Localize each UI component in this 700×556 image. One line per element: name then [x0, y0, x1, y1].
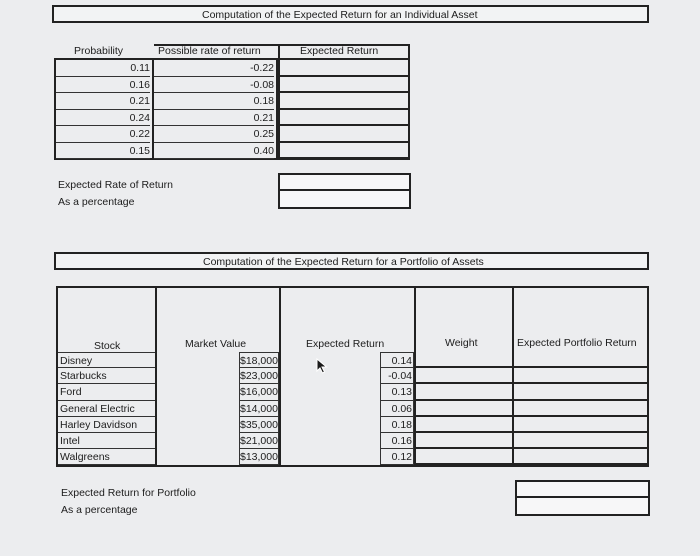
probability-cell: 0.15: [56, 143, 150, 160]
portfolio-return-cell[interactable]: [514, 433, 647, 449]
mouse-pointer-icon: [316, 358, 330, 374]
header-rule: [154, 44, 278, 58]
portfolio-return-cell[interactable]: [514, 352, 647, 368]
individual-title-bar: [52, 5, 649, 23]
stock-name-cell: Disney: [58, 352, 155, 368]
col-sep-1: [155, 288, 157, 465]
rate-header: Possible rate of return: [158, 45, 261, 57]
individual-title: Computation of the Expected Return for an Individual Asset: [202, 9, 478, 21]
expected-return-value-cell: 0.06: [380, 401, 414, 417]
stock-name-cell: Starbucks: [58, 368, 155, 384]
expected-rate-label: Expected Rate of Return: [58, 179, 173, 191]
stock-name-cell: General Electric: [58, 401, 155, 417]
col-sep-2: [279, 288, 281, 465]
expected-rate-input[interactable]: [278, 173, 411, 209]
stock-name-cell: Walgreens: [58, 449, 155, 465]
portfolio-return-header: Expected Portfolio Return: [517, 337, 637, 349]
portfolio-return-cell[interactable]: [514, 384, 647, 400]
portfolio-return-cell[interactable]: [514, 368, 647, 384]
probability-cell: 0.22: [56, 126, 150, 143]
expected-return-header-p: Expected Return: [306, 338, 385, 350]
portfolio-return-label: Expected Return for Portfolio: [61, 487, 196, 499]
probability-cell: 0.16: [56, 77, 150, 94]
weight-cell[interactable]: [416, 368, 512, 384]
rate-cell: 0.40: [154, 143, 274, 160]
expected-return-value-cell: 0.18: [380, 417, 414, 433]
market-value-cell: $18,000: [239, 352, 279, 368]
expected-return-value-cell: 0.16: [380, 433, 414, 449]
expected-return-header: Expected Return: [300, 45, 379, 57]
market-value-cell: $13,000: [239, 449, 279, 465]
rate-cell: -0.22: [154, 60, 274, 77]
market-value-header: Market Value: [185, 338, 247, 350]
rate-cell: 0.18: [154, 93, 274, 110]
stock-header: Stock: [94, 340, 121, 352]
probability-cell: 0.24: [56, 110, 150, 127]
probability-cell: 0.21: [56, 93, 150, 110]
market-value-cell: $23,000: [239, 368, 279, 384]
weight-header: Weight: [445, 337, 478, 349]
stock-name-cell: Ford: [58, 384, 155, 400]
weight-cell[interactable]: [416, 352, 512, 368]
stock-name-cell: Intel: [58, 433, 155, 449]
rate-cell: -0.08: [154, 77, 274, 94]
weight-cell[interactable]: [416, 449, 512, 465]
portfolio-return-input[interactable]: [515, 480, 650, 516]
expected-return-cell[interactable]: [280, 93, 408, 110]
probability-cell: 0.11: [56, 60, 150, 77]
rate-cell: 0.25: [154, 126, 274, 143]
individual-table: [54, 44, 410, 160]
weight-cell[interactable]: [416, 384, 512, 400]
percentage-label-2: As a percentage: [61, 504, 138, 516]
market-value-cell: $35,000: [239, 417, 279, 433]
expected-return-value-cell: 0.13: [380, 384, 414, 400]
portfolio-title: Computation of the Expected Return for a Portfolio of Assets: [203, 256, 484, 268]
market-value-cell: $16,000: [239, 384, 279, 400]
weight-cell[interactable]: [416, 417, 512, 433]
stock-name-cell: Harley Davidson: [58, 417, 155, 433]
weight-cell[interactable]: [416, 433, 512, 449]
rate-cell: 0.21: [154, 110, 274, 127]
weight-cell[interactable]: [416, 401, 512, 417]
market-value-cell: $21,000: [239, 433, 279, 449]
expected-return-cell[interactable]: [280, 77, 408, 94]
portfolio-return-cell[interactable]: [514, 449, 647, 465]
portfolio-table: [56, 286, 649, 467]
expected-return-value-cell: -0.04: [380, 368, 414, 384]
portfolio-return-cell[interactable]: [514, 401, 647, 417]
expected-return-cell[interactable]: [280, 60, 408, 77]
probability-header: Probability: [74, 45, 124, 57]
expected-return-cell[interactable]: [280, 126, 408, 143]
portfolio-return-cell[interactable]: [514, 417, 647, 433]
market-value-cell: $14,000: [239, 401, 279, 417]
portfolio-title-bar: [54, 252, 649, 270]
expected-return-cell[interactable]: [280, 143, 408, 160]
expected-return-value-cell: 0.12: [380, 449, 414, 465]
expected-return-cell[interactable]: [280, 110, 408, 127]
expected-return-value-cell: 0.14: [380, 352, 414, 368]
percentage-label-1: As a percentage: [58, 196, 135, 208]
